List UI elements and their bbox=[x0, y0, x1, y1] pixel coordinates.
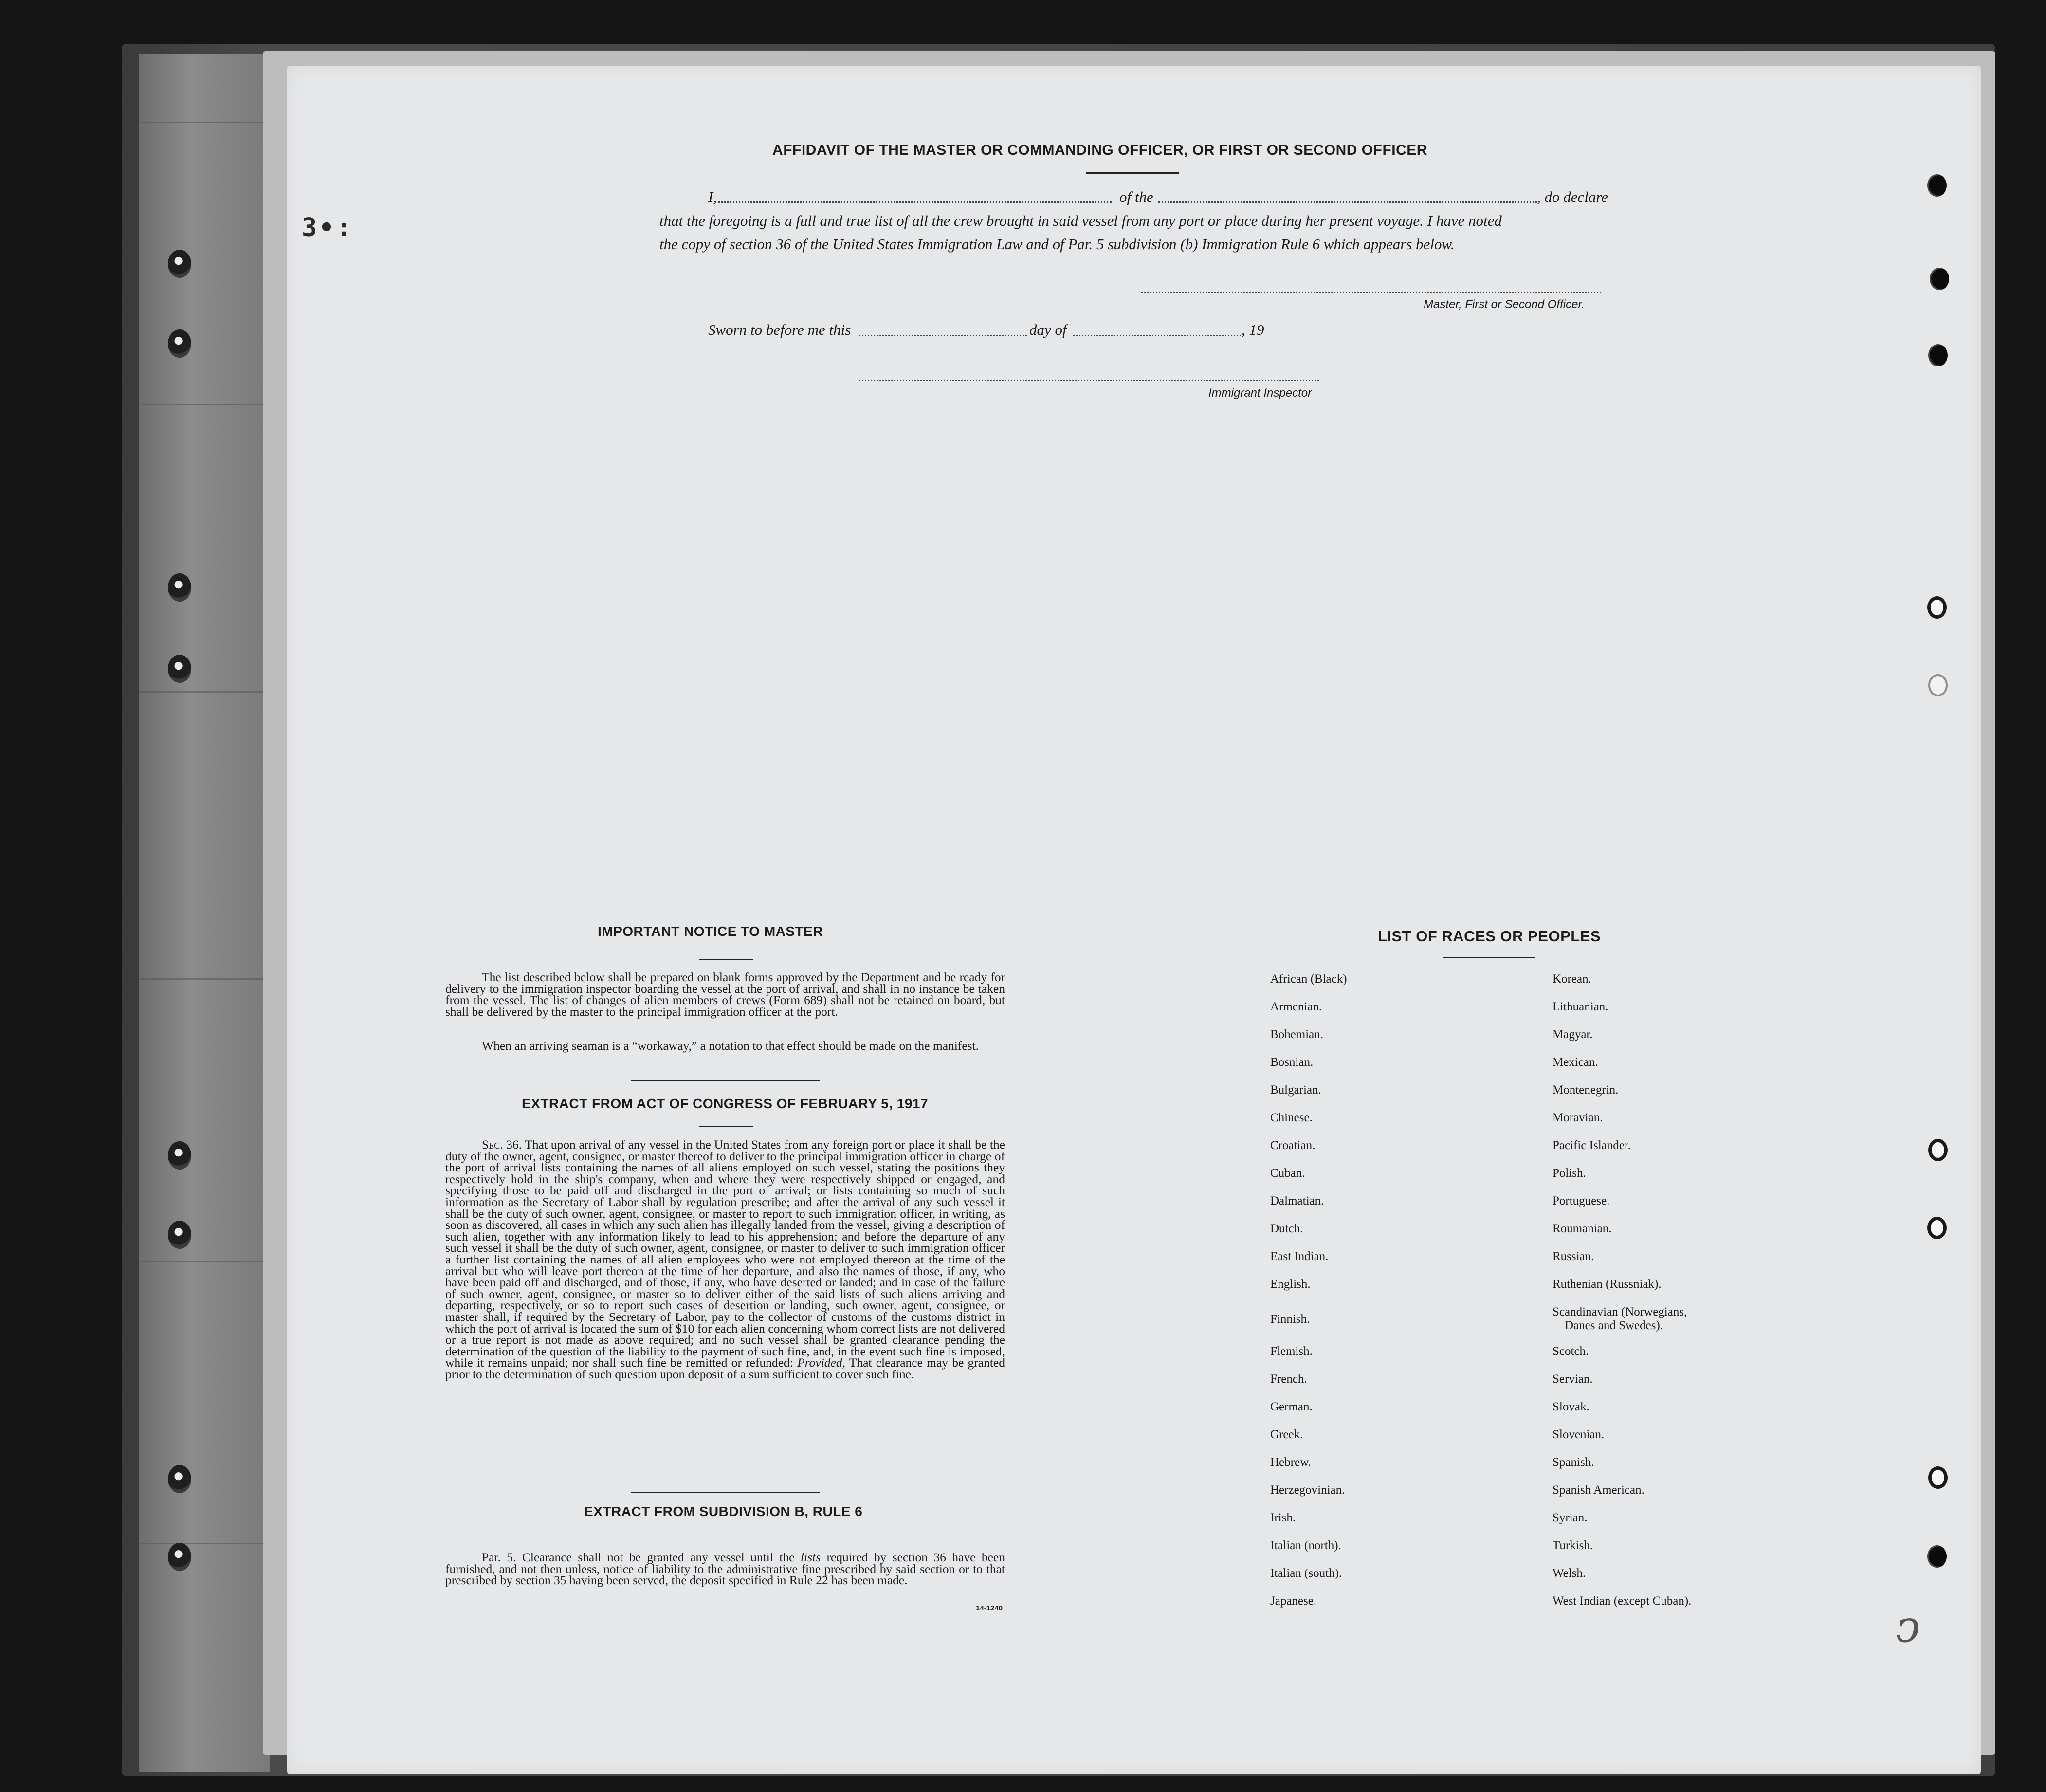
race-item: Ruthenian (Russniak). bbox=[1553, 1278, 1662, 1291]
race-item: Bulgarian. bbox=[1270, 1083, 1321, 1097]
race-item: Slovak. bbox=[1553, 1400, 1589, 1413]
section-divider bbox=[631, 1080, 820, 1081]
race-item: Dalmatian. bbox=[1270, 1194, 1324, 1207]
race-item: Irish. bbox=[1270, 1511, 1296, 1524]
binder-hole-icon bbox=[168, 1221, 191, 1249]
race-item: Bohemian. bbox=[1270, 1028, 1324, 1041]
race-item: Syrian. bbox=[1553, 1511, 1588, 1524]
race-item: Italian (north). bbox=[1270, 1539, 1341, 1552]
name-field[interactable] bbox=[718, 201, 1112, 203]
punch-hole-icon bbox=[1928, 1466, 1948, 1489]
punch-hole-icon bbox=[1927, 1545, 1947, 1568]
affidavit-line-2: that the foregoing is a full and true list of all the crew brought in said vessel from any port or place during her present voyage. I have noted bbox=[659, 212, 1502, 229]
i-label: I, bbox=[708, 188, 717, 205]
of-the-label: of the bbox=[1119, 188, 1153, 205]
affidavit-line-3: the copy of section 36 of the United States Immigration Law and of Par. 5 subdivision (b) Immigration Rule 6 which appears below. bbox=[659, 236, 1455, 253]
race-item: Portuguese. bbox=[1553, 1194, 1610, 1207]
sworn-date-field[interactable] bbox=[859, 335, 1027, 336]
inspector-signature-field[interactable] bbox=[859, 380, 1319, 381]
race-item: Flemish. bbox=[1270, 1345, 1313, 1358]
race-item: East Indian. bbox=[1270, 1250, 1329, 1263]
handwritten-page-mark: ↄ bbox=[1896, 1601, 1920, 1652]
manifest-page bbox=[287, 66, 1981, 1774]
race-item: Lithuanian. bbox=[1553, 1000, 1608, 1013]
race-item: Hebrew. bbox=[1270, 1456, 1311, 1469]
race-item: Korean. bbox=[1553, 972, 1591, 986]
race-item: Welsh. bbox=[1553, 1567, 1586, 1580]
race-item: French. bbox=[1270, 1372, 1307, 1386]
binder-hole-icon bbox=[168, 1543, 191, 1571]
race-item: West Indian (except Cuban). bbox=[1553, 1594, 1692, 1608]
race-item: Roumanian. bbox=[1553, 1222, 1612, 1235]
act-title: EXTRACT FROM ACT OF CONGRESS OF FEBRUARY 5, 1917 bbox=[522, 1096, 929, 1111]
notice-paragraph-2: When an arriving seaman is a “workaway,” a notation to that effect should be made on the manifest. bbox=[482, 1039, 979, 1053]
binder-hole-icon bbox=[168, 1465, 191, 1493]
race-item: Chinese. bbox=[1270, 1111, 1313, 1124]
race-item: Greek. bbox=[1270, 1428, 1303, 1441]
race-item: Turkish. bbox=[1553, 1539, 1593, 1552]
race-item: Italian (south). bbox=[1270, 1567, 1342, 1580]
binder-hole-icon bbox=[168, 250, 191, 278]
master-signature-field[interactable] bbox=[1141, 292, 1601, 293]
race-item: German. bbox=[1270, 1400, 1313, 1413]
race-item: Moravian. bbox=[1553, 1111, 1603, 1124]
section-divider bbox=[631, 1492, 820, 1493]
stamped-number: 3•: bbox=[302, 213, 353, 242]
day-of-label: day of bbox=[1029, 321, 1067, 338]
form-number: 14-1240 bbox=[976, 1604, 1003, 1612]
race-item: Magyar. bbox=[1553, 1028, 1593, 1041]
race-item: Mexican. bbox=[1553, 1056, 1598, 1069]
rule-title: EXTRACT FROM SUBDIVISION B, RULE 6 bbox=[584, 1504, 863, 1519]
sworn-label: Sworn to before me this bbox=[708, 321, 851, 338]
affidavit-title: AFFIDAVIT OF THE MASTER OR COMMANDING OFFICER, OR FIRST OR SECOND OFFICER bbox=[772, 142, 1427, 158]
race-item: Slovenian. bbox=[1553, 1428, 1605, 1441]
race-item: Dutch. bbox=[1270, 1222, 1303, 1235]
act-text: Sec. 36. That upon arrival of any vessel in the United States from any foreign port or place it shall be the duty of the owner, agent, consignee, or master thereof to deliver to the principal immigration officer in charge of the port of arrival lists containing the names of all aliens employed on such vessel, stating the positions they respectively hold in the ship's company, when and where they were respectively shipped or engaged, and specifying those to be paid off and discharged in the port of arrival; or lists containing so much of such information as the Secretary of Labor shall by regulation prescribe; and after the arrival of any such vessel it shall be the duty of such owner, agent, consignee, or master to report to such immigration officer, in writing, as soon as discovered, all cases in which any such alien has illegally landed from the vessel, giving a description of such alien, together with any information likely to lead to his apprehension; and before the departure of any such vessel it shall be the duty of such owner, agent, consignee, or master to deliver to such immigration officer a further list containing the names of all alien employees who were not employed thereon at the time of the arrival but who will leave port thereon at the time of her departure, and also the names of those, if any, who have been paid off and discharged, and of those, if any, who have deserted or landed; and in case of the failure of such owner, agent, consignee, or master so to deliver either of the said lists of such aliens arriving and departing, respectively, or so to report such cases of desertion or landing, such owner, agent, consignee, or master shall, if required by the Secretary of Labor, pay to the collector of customs of the customs district in which the port of arrival is located the sum of $10 for each alien concerning whom correct lists are not delivered or a true report is not made as above required; and no such vessel shall be granted clearance pending the determination of the question of the liability to the payment of such fine, and, in the event such fine is imposed, while it remains unpaid; nor shall such fine be remitted or refunded: Provided, That clearance may be granted prior to the determination of such question upon deposit of a sum sufficient to cover such fine. bbox=[445, 1137, 1005, 1381]
race-item: African (Black) bbox=[1270, 972, 1347, 986]
act-rule bbox=[699, 1126, 753, 1127]
race-item: Spanish. bbox=[1553, 1456, 1594, 1469]
punch-hole-icon bbox=[1927, 596, 1947, 619]
binder-hole-icon bbox=[168, 655, 191, 683]
vessel-field[interactable] bbox=[1158, 201, 1537, 203]
punch-hole-icon bbox=[1928, 674, 1948, 696]
year-label: , 19 bbox=[1242, 321, 1264, 338]
binder-hole-icon bbox=[168, 1141, 191, 1170]
notice-title: IMPORTANT NOTICE TO MASTER bbox=[598, 924, 823, 939]
punch-hole-icon bbox=[1927, 1217, 1947, 1239]
race-item: Herzegovinian. bbox=[1270, 1483, 1345, 1497]
race-item: Polish. bbox=[1553, 1167, 1586, 1180]
binder-strip bbox=[139, 54, 270, 1772]
races-rule bbox=[1443, 957, 1535, 958]
race-item: Servian. bbox=[1553, 1372, 1593, 1386]
race-item: Cuban. bbox=[1270, 1167, 1305, 1180]
race-item: Spanish American. bbox=[1553, 1483, 1644, 1497]
binder-hole-icon bbox=[168, 329, 191, 358]
punch-hole-icon bbox=[1927, 174, 1947, 197]
binder-hole-icon bbox=[168, 573, 191, 602]
race-item: Japanese. bbox=[1270, 1594, 1317, 1608]
notice-rule bbox=[699, 959, 753, 960]
race-item: Finnish. bbox=[1270, 1313, 1310, 1326]
races-title: LIST OF RACES OR PEOPLES bbox=[1377, 928, 1601, 945]
rule-text: Par. 5. Clearance shall not be granted any vessel until the lists required by section 36 have been furnished, and not then unless, notice of liability to the administrative fine prescribed by said section or to that prescribed by section 35 having been served, the deposit specified in Rule 22 has been made. bbox=[445, 1550, 1005, 1588]
race-item: English. bbox=[1270, 1278, 1311, 1291]
inspector-label: Immigrant Inspector bbox=[1208, 386, 1312, 400]
race-item: Scotch. bbox=[1553, 1345, 1589, 1358]
master-label: Master, First or Second Officer. bbox=[1424, 298, 1585, 311]
race-item: Scandinavian (Norwegians, bbox=[1553, 1305, 1687, 1318]
race-item: Pacific Islander. bbox=[1553, 1139, 1631, 1152]
do-declare-label: , do declare bbox=[1537, 188, 1608, 205]
punch-hole-icon bbox=[1928, 344, 1948, 366]
race-item: Bosnian. bbox=[1270, 1056, 1314, 1069]
punch-hole-icon bbox=[1930, 268, 1949, 290]
title-rule bbox=[1086, 172, 1179, 174]
punch-hole-icon bbox=[1928, 1139, 1948, 1161]
race-item: Montenegrin. bbox=[1553, 1083, 1619, 1097]
race-item: Croatian. bbox=[1270, 1139, 1315, 1152]
race-item: Armenian. bbox=[1270, 1000, 1322, 1013]
race-item: Russian. bbox=[1553, 1250, 1594, 1263]
notice-paragraph-1: The list described below shall be prepared on blank forms approved by the Department and be ready for delivery to the immigration inspector boarding the vessel at the port of arrival, and shall in no instance be taken from the vessel. The list of changes of alien members of crews (Form 689) shall not be retained on board, but shall be delivered by the master to the principal immigration officer at the port. bbox=[445, 970, 1005, 1019]
race-item: Danes and Swedes). bbox=[1565, 1319, 1663, 1332]
sworn-month-field[interactable] bbox=[1073, 335, 1241, 336]
